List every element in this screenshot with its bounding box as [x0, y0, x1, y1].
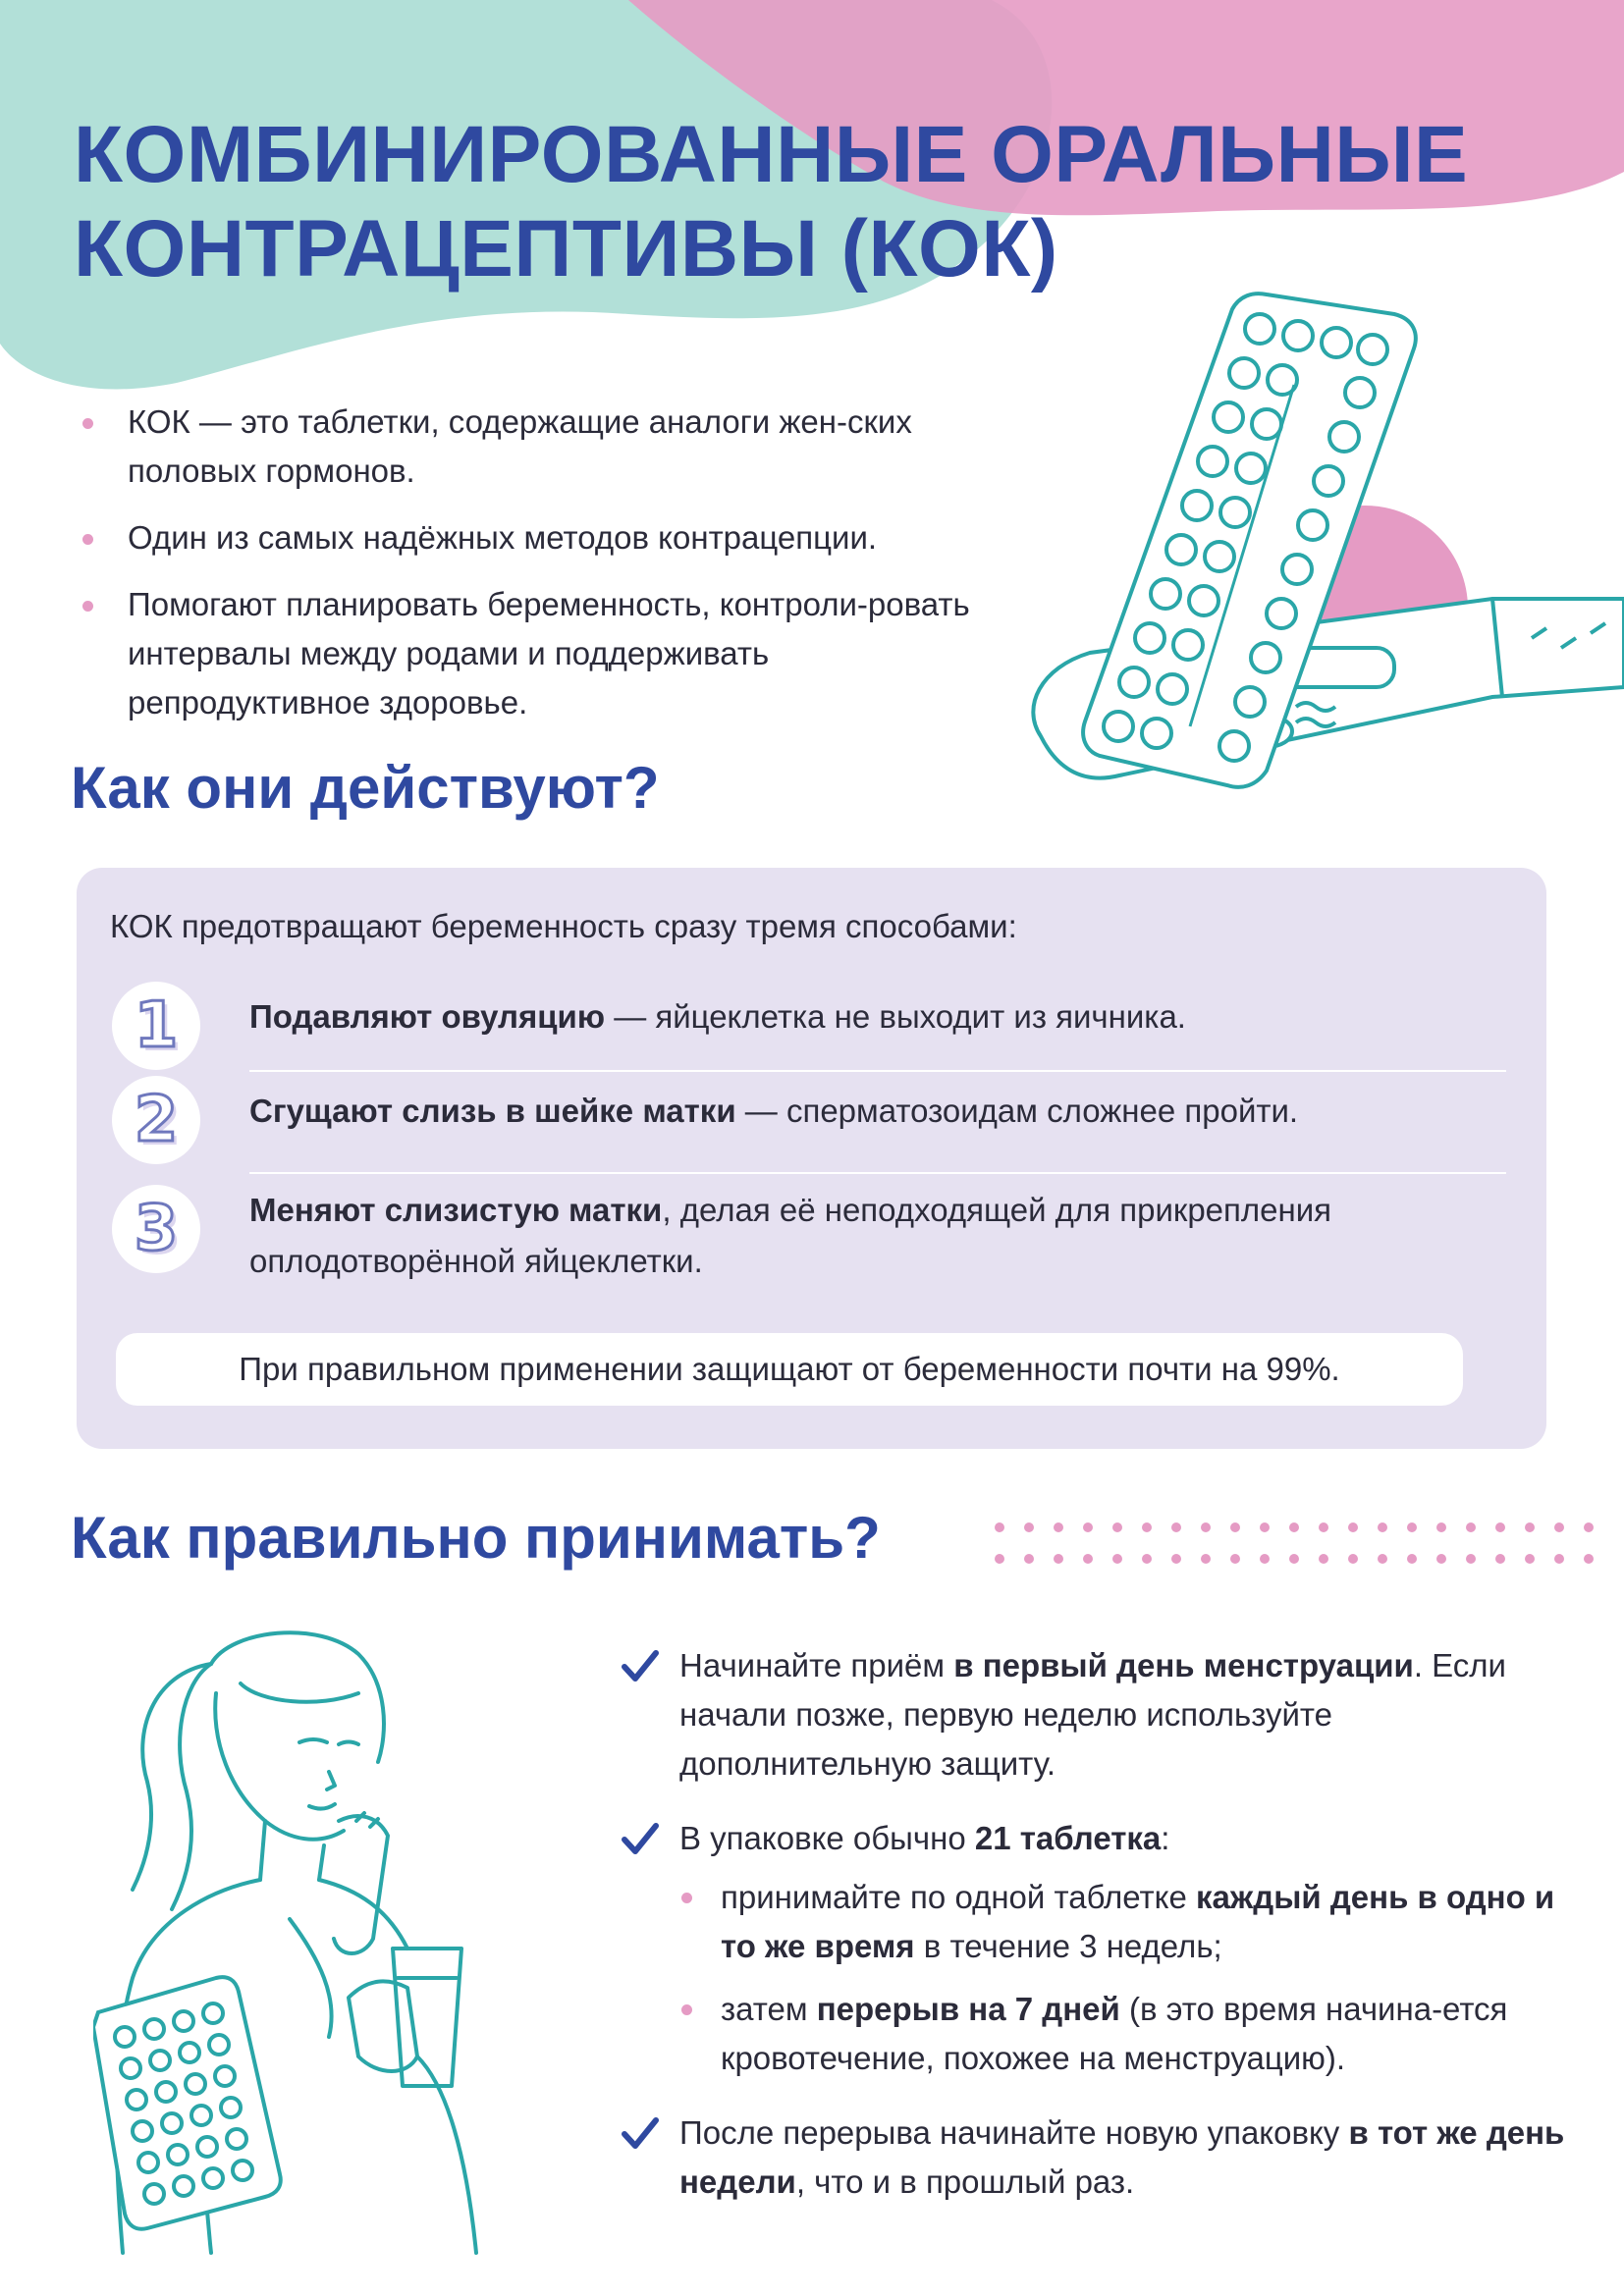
step-rest: — сперматозоидам сложнее пройти. [735, 1093, 1299, 1129]
how-to-take-list [621, 1641, 1573, 2232]
check-item-text: : [1161, 1820, 1170, 1856]
intro-item [79, 580, 982, 727]
check-item-text: . Если начали позже, первую неделю используйте дополнительную защиту. [679, 1647, 1506, 1782]
title-line-1: КОМБИНИРОВАННЫЕ ОРАЛЬНЫЕ [74, 110, 1469, 199]
sub-item-bold: перерыв на 7 дней [816, 1991, 1120, 2027]
sub-list [679, 1873, 1573, 2083]
check-item [621, 1641, 1573, 1789]
step-bold: Подавляют овуляцию [249, 998, 606, 1035]
check-item-bold: в тот же день недели [679, 2114, 1565, 2200]
section-heading-how-it-works: Как они действуют? [71, 755, 660, 821]
divider [249, 1172, 1506, 1174]
check-item-bold: в первый день менструации [953, 1647, 1414, 1683]
intro-item-text: Помогают планировать беременность, контроли-ровать интервалы между родами и поддерживать репродуктивное здоровье. [128, 586, 970, 721]
effectiveness-note: При правильном применении защищают от беременности почти на 99%. [116, 1333, 1463, 1406]
step-1 [112, 982, 1506, 1076]
check-icon [621, 1649, 660, 1684]
woman-taking-pill-illustration [93, 1625, 584, 2263]
sub-item-text: в течение 3 недель; [914, 1928, 1222, 1964]
check-item [621, 1814, 1573, 2083]
step-number-3: 3 [112, 1185, 200, 1273]
sub-item-text: принимайте по одной таблетке [721, 1879, 1196, 1915]
step-rest: , делая её неподходящей для прикрепления оплодотворённой яйцеклетки. [249, 1192, 1332, 1279]
check-item-text: , что и в прошлый раз. [795, 2163, 1135, 2200]
step-text [249, 1086, 1555, 1137]
check-icon [621, 2116, 660, 2152]
check-item-text: Начинайте приём [679, 1647, 954, 1683]
step-bold: Меняют слизистую матки [249, 1192, 663, 1228]
step-rest: — яйцеклетка не выходит из яичника. [605, 998, 1186, 1035]
check-item [621, 2109, 1573, 2207]
dot-pattern-decoration [990, 1516, 1618, 1575]
intro-item [79, 513, 982, 562]
check-item-text: В упаковке обычно [679, 1820, 975, 1856]
step-number-1: 1 [112, 982, 200, 1070]
sub-item [679, 1873, 1573, 1971]
pill-blister-pack-icon [93, 1977, 281, 2229]
step-3 [112, 1185, 1506, 1279]
divider [249, 1070, 1506, 1072]
step-text [249, 1185, 1555, 1287]
step-2 [112, 1076, 1506, 1170]
title-line-2: КОНТРАЦЕПТИВЫ (КОК) [74, 204, 1058, 294]
sub-item-bold: каждый день в одно и то же время [721, 1879, 1555, 1964]
intro-list [79, 398, 982, 745]
intro-item-text: Один из самых надёжных методов контрацепции. [128, 519, 878, 556]
step-text [249, 991, 1555, 1042]
check-item-bold: 21 таблетка [974, 1820, 1162, 1856]
intro-item-text: КОК — это таблетки, содержащие аналоги жен-ских половых гормонов. [128, 403, 912, 489]
how-it-works-intro: КОК предотвращают беременность сразу тремя способами: [110, 908, 1017, 944]
pill-and-test-illustration [982, 275, 1624, 825]
sub-item-text: (в это время начина-ется кровотечение, похожее на менструацию). [721, 1991, 1508, 2076]
check-icon [621, 1822, 660, 1857]
step-bold: Сгущают слизь в шейке матки [249, 1093, 736, 1129]
intro-item [79, 398, 982, 496]
page-title [74, 108, 1468, 296]
step-number-2: 2 [112, 1076, 200, 1164]
section-heading-how-to-take: Как правильно принимать? [71, 1505, 881, 1571]
sub-item-text: затем [721, 1991, 817, 2027]
check-item-text: После перерыва начинайте новую упаковку [679, 2114, 1349, 2151]
sub-item [679, 1985, 1573, 2083]
